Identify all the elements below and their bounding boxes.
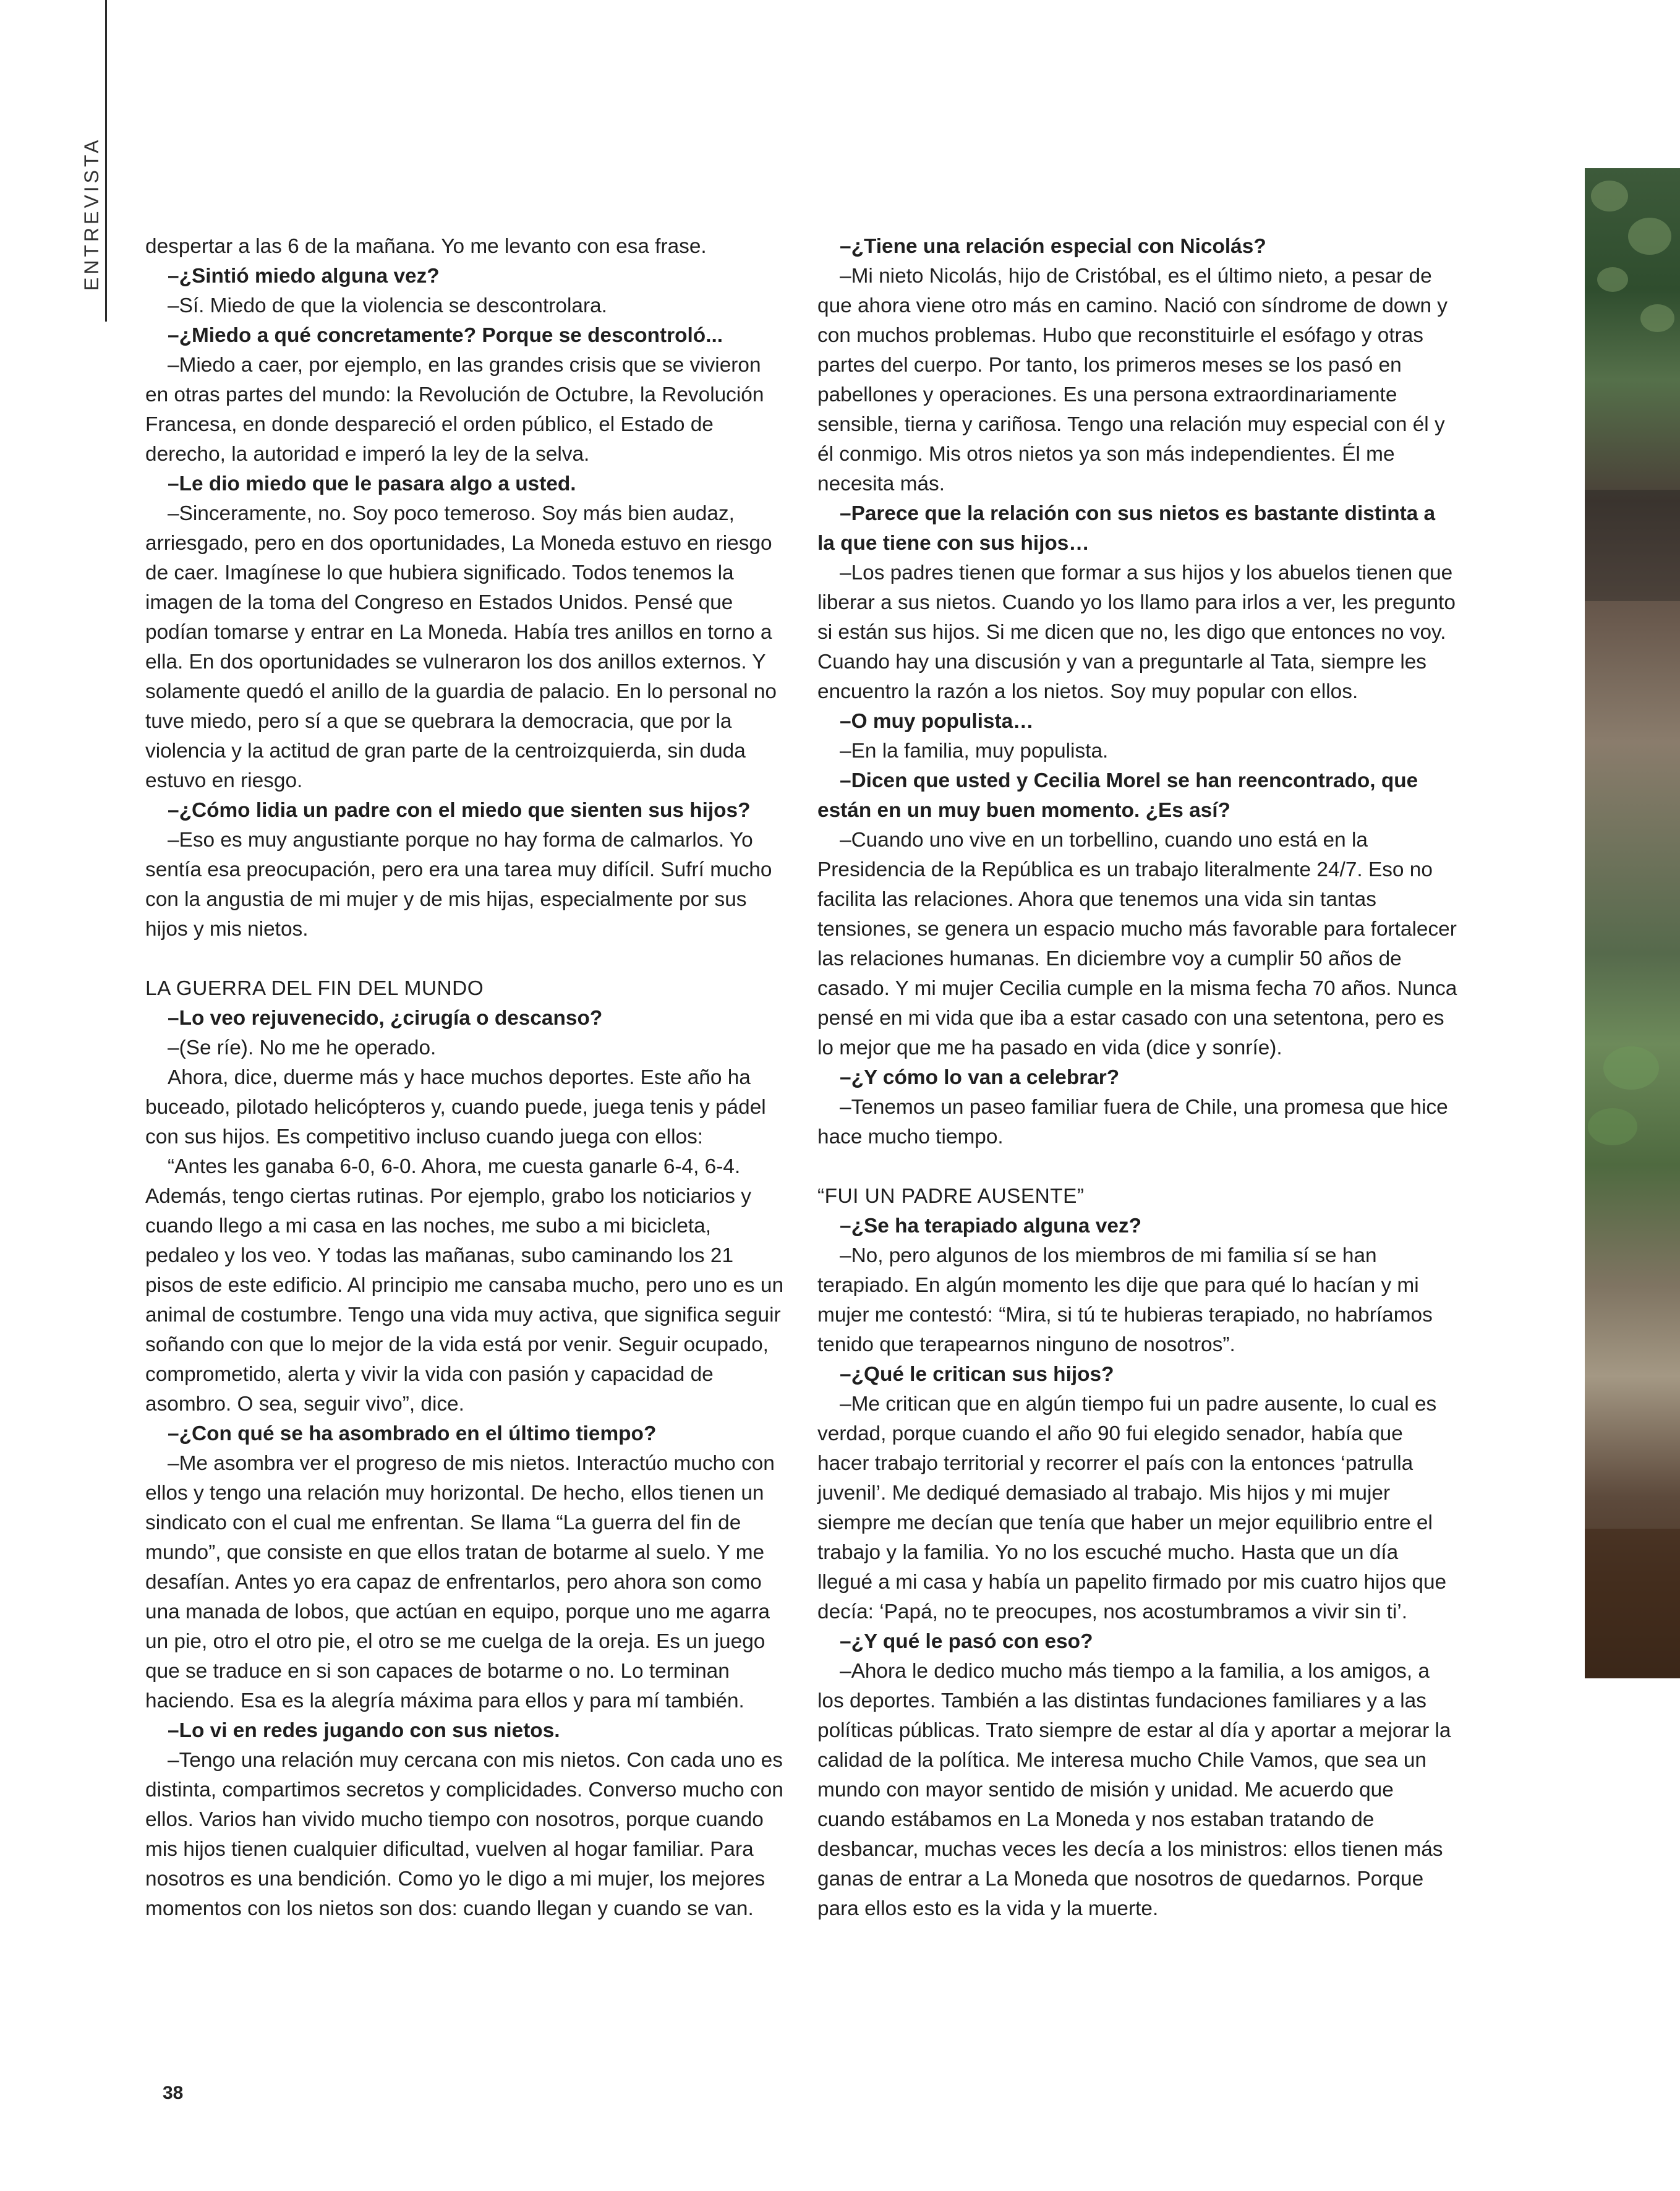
right-column bbox=[817, 232, 1457, 1924]
left-column bbox=[145, 232, 785, 1924]
answer-paragraph: –Sinceramente, no. Soy poco temeroso. Soy más bien audaz, arriesgado, pero en dos oportunidades, La Moneda estuvo en riesgo de caer. Imagínese lo que hubiera significado. Todos tenemos la imagen de la toma del Congreso en Estados Unidos. Pensé que podían tomarse y entrar en La Moneda. Había tres anillos en torno a ella. En dos oportunidades se vulneraron los dos anillos externos. Y solamente quedó el anillo de la guardia de palacio. En lo personal no tuve miedo, pero sí a que se quebrara la democracia, que por la violencia y la actitud de gran parte de la centroizquierda, sin duda estuvo en riesgo. bbox=[145, 502, 777, 792]
answer-paragraph: –Cuando uno vive en un torbellino, cuando uno está en la Presidencia de la República es un trabajo literalmente 24/7. Eso no facilita las relaciones. Ahora que tenemos una vida sin tantas tensiones, se genera un espacio mucho más favorable para fortalecer las relaciones humanas. En diciembre voy a cumplir 50 años de casado. Y mi mujer Cecilia cumple en la misma fecha 70 años. Nunca pensé en mi vida que iba a estar casado con una setentona, pero es lo mejor que me ha pasado en vida (dice y sonríe). bbox=[817, 829, 1457, 1059]
interview-question: –O muy populista… bbox=[840, 710, 1034, 733]
interview-question: –¿Y cómo lo van a celebrar? bbox=[840, 1066, 1120, 1089]
answer-paragraph: –Ahora le dedico mucho más tiempo a la familia, a los amigos, a los deportes. También a las distintas fundaciones familiares y a las políticas públicas. Trato siempre de estar al día y aportar a mejorar la calidad de la política. Me interesa mucho Chile Vamos, que sea un mundo con mayor sentido de misión y unidad. Me acuerdo que cuando estábamos en La Moneda y nos estaban tratando de desbancar, muchas veces les decía a los ministros: ellos tienen más ganas de entrar a La Moneda que nosotros de quedarnos. Porque para ellos esto es la vida y la muerte. bbox=[817, 1660, 1451, 1920]
answer-paragraph: –Miedo a caer, por ejemplo, en las grandes crisis que se vivieron en otras partes del mundo: la Revolución de Octubre, la Revolución Francesa, en donde despareció el orden público, el Estado de derecho, la autoridad e imperó la ley de la selva. bbox=[145, 354, 764, 466]
answer-paragraph: –Mi nieto Nicolás, hijo de Cristóbal, es el último nieto, a pesar de que ahora viene otro más en camino. Nació con síndrome de down y con muchos problemas. Hubo que reconstituirle el esófago y otras partes del cuerpo. Por tanto, los primeros meses se los pasó en pabellones y operaciones. Es una persona extraordinariamente sensible, tierna y cariñosa. Tengo una relación muy especial con él y él conmigo. Mis otros nietos ya son más independientes. Él me necesita más. bbox=[817, 265, 1448, 495]
answer-paragraph: –(Se ríe). No me he operado. bbox=[168, 1036, 437, 1059]
interview-question: –Lo veo rejuvenecido, ¿cirugía o descanso? bbox=[168, 1007, 603, 1030]
interview-question: –¿Qué le critican sus hijos? bbox=[840, 1363, 1114, 1386]
interview-question: –¿Miedo a qué concretamente? Porque se descontroló... bbox=[168, 324, 723, 347]
interview-question: –Le dio miedo que le pasara algo a usted. bbox=[168, 472, 576, 495]
answer-paragraph: –No, pero algunos de los miembros de mi familia sí se han terapiado. En algún momento les dije que para qué lo hacían y mi mujer me contestó: “Mira, si tú te hubieras terapiado, no habríamos tenido que terapearnos ninguno de nosotros”. bbox=[817, 1244, 1433, 1356]
interview-question: –Dicen que usted y Cecilia Morel se han reencontrado, que están en un muy buen momento. ¿Es así? bbox=[817, 769, 1418, 822]
interview-question: –¿Sintió miedo alguna vez? bbox=[168, 265, 440, 288]
answer-paragraph: –Me critican que en algún tiempo fui un padre ausente, lo cual es verdad, porque cuando el año 90 fui elegido senador, había que hacer trabajo territorial y recorrer el país con la entonces ‘patrulla juvenil’. Me dediqué demasiado al trabajo. Mis hijos y mi mujer siempre me decían que tenía que haber un mejor equilibrio entre el trabajo y la familia. Yo no los escuché mucho. Hasta que un día llegué a mi casa y había un papelito firmado por mis cuatro hijos que decía: ‘Papá, no te preocupes, nos acostumbramos a vivir sin ti’. bbox=[817, 1393, 1447, 1623]
answer-paragraph: –Tengo una relación muy cercana con mis nietos. Con cada uno es distinta, compartimos secretos y complicidades. Converso mucho con ellos. Varios han vivido mucho tiempo con nosotros, porque cuando mis hijos tienen cualquier dificultad, vuelven al hogar familiar. Para nosotros es una bendición. Como yo le digo a mi mujer, los mejores momentos con los nietos son dos: cuando llegan y cuando se van. bbox=[145, 1749, 783, 1920]
interview-question: –¿Y qué le pasó con eso? bbox=[840, 1630, 1093, 1653]
vertical-rule bbox=[105, 0, 107, 322]
answer-paragraph: Ahora, dice, duerme más y hace muchos deportes. Este año ha buceado, pilotado helicópteros y, cuando puede, juega tenis y pádel con sus hijos. Es competitivo incluso cuando juega con ellos: bbox=[145, 1066, 766, 1148]
interview-question: –¿Se ha terapiado alguna vez? bbox=[840, 1215, 1142, 1237]
interview-question: –¿Tiene una relación especial con Nicolás? bbox=[840, 235, 1266, 258]
answer-paragraph: despertar a las 6 de la mañana. Yo me levanto con esa frase. bbox=[145, 235, 707, 258]
answer-paragraph: –Los padres tienen que formar a sus hijos y los abuelos tienen que liberar a sus nietos. Cuando yo los llamo para irlos a ver, les pregunto si están sus hijos. Si me dicen que no, les digo que entonces no voy. Cuando hay una discusión y van a preguntarle al Tata, siempre les encuentro la razón a los nietos. Soy muy popular con ellos. bbox=[817, 562, 1456, 703]
answer-paragraph: “Antes les ganaba 6-0, 6-0. Ahora, me cuesta ganarle 6-4, 6-4. Además, tengo ciertas rutinas. Por ejemplo, grabo los noticiarios y cuando llego a mi casa en las noches, me subo a mi bicicleta, pedaleo y los veo. Y todas las mañanas, subo caminando los 21 pisos de este edificio. Al principio me cansaba mucho, pero uno es un animal de costumbre. Tengo una vida muy activa, que significa seguir soñando con que lo mejor de la vida está por venir. Seguir ocupado, comprometido, alerta y vivir la vida con pasión y capacidad de asombro. O sea, seguir vivo”, dice. bbox=[145, 1155, 784, 1416]
answer-paragraph: –En la familia, muy populista. bbox=[840, 740, 1109, 762]
section-subhead: LA GUERRA DEL FIN DEL MUNDO bbox=[145, 977, 484, 1000]
answer-paragraph: –Sí. Miedo de que la violencia se descontrolara. bbox=[168, 294, 607, 317]
interview-question: –¿Con qué se ha asombrado en el último tiempo? bbox=[168, 1422, 657, 1445]
section-subhead: “FUI UN PADRE AUSENTE” bbox=[817, 1185, 1085, 1208]
interview-question: –¿Cómo lidia un padre con el miedo que sienten sus hijos? bbox=[168, 799, 751, 822]
interview-question: –Lo vi en redes jugando con sus nietos. bbox=[168, 1719, 560, 1742]
photo-strip bbox=[1585, 168, 1680, 1678]
answer-paragraph: –Me asombra ver el progreso de mis nietos. Interactúo mucho con ellos y tengo una relación muy horizontal. De hecho, ellos tienen un sindicato con el cual me enfrentan. Se llama “La guerra del fin de mundo”, que consiste en que ellos tratan de botarme al suelo. Y me desafían. Antes yo era capaz de enfrentarlos, pero ahora son como una manada de lobos, que actúan en equipo, porque uno me agarra un pie, otro el otro pie, el otro se me cuelga de la oreja. Es un juego que se traduce en si son capaces de botarme o no. Lo terminan haciendo. Esa es la alegría máxima para ellos y para mí también. bbox=[145, 1452, 775, 1712]
interview-question: –Parece que la relación con sus nietos es bastante distinta a la que tiene con sus hijos… bbox=[817, 502, 1436, 555]
answer-paragraph: –Eso es muy angustiante porque no hay forma de calmarlos. Yo sentía esa preocupación, pero era una tarea muy difícil. Sufrí mucho con la angustia de mi mujer y de mis hijas, especialmente por sus hijos y mis nietos. bbox=[145, 829, 772, 941]
answer-paragraph: –Tenemos un paseo familiar fuera de Chile, una promesa que hice hace mucho tiempo. bbox=[817, 1096, 1448, 1148]
page-number: 38 bbox=[163, 2083, 184, 2103]
section-label: ENTREVISTA bbox=[80, 137, 103, 291]
